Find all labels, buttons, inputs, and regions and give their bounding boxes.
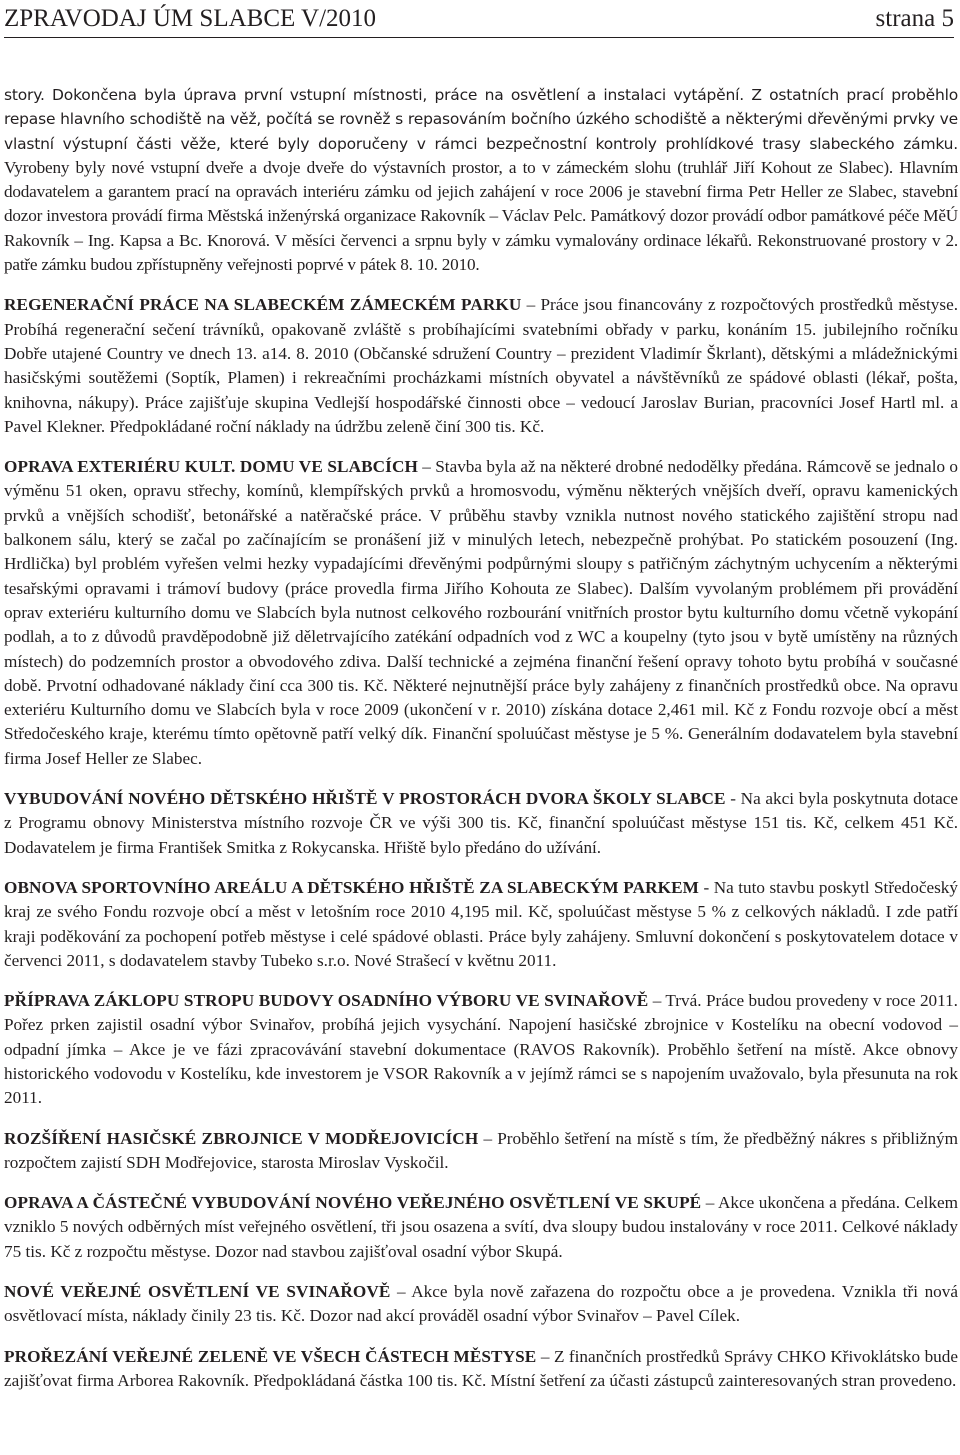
intro-text-serif: Vyrobeny byly nové vstupní dveře a dvoje dveře do výstavních prostor, a to v zámeckém slohu (truhlář Jiří Kohout ze Slabec). Hlavním dodavatelem a garantem prací na opravách interiéru zámku od jejich zahájení v roce 2006 je stavební firma Petr Heller ze Slabec, stavební dozor investora provádí firma Městská inženýrská organizace Rakovník – Václav Pelc. Památkový dozor provádí odbor památkové péče MěÚ Rakovník – Ing. Kapsa a Bc. Knorová. V měsíci červenci a srpnu byly v zámku vymalovány ordinace lékařů. Rekonstruované prostory v 2. patře zámku budou zpřístupněny veřejnosti poprvé v pátek 8. 10. 2010.	[4, 157, 958, 275]
section-culture-house	[4, 455, 958, 771]
section-skupa-lighting	[4, 1191, 958, 1264]
section-park-regeneration	[4, 293, 958, 439]
section-heading: OPRAVA EXTERIÉRU KULT. DOMU VE SLABCÍCH	[4, 457, 418, 477]
section-heading: NOVÉ VEŘEJNÉ OSVĚTLENÍ VE SVINAŘOVĚ	[4, 1282, 391, 1302]
section-heading: OBNOVA SPORTOVNÍHO AREÁLU A DĚTSKÉHO HŘIŠTĚ ZA SLABECKÝM PARKEM	[4, 877, 699, 897]
section-body: – Proběhlo šetření na místě s tím, že předběžný nákres s přibližným rozpočtem zajistí SDH Modřejovice, starosta Miroslav Vyskočil.	[4, 1128, 958, 1172]
section-svinarov-lighting	[4, 1280, 958, 1329]
section-body: – Stavba byla až na některé drobné nedodělky předána. Rámcově se jednalo o výměnu 51 oken, opravu střechy, komínů, klempířských prvků a hromosvodu, výměnu některých vnějších dveří, opravu kamenických prvků a vnějších schodišť, betonářské a natěračské práce. V průběhu stavby vznikla nutnost nového statického zajištění stropu nad balkonem sálu, který se začal po začínajícím se pronášení již v minulých letech, nebezpečně prohýbat. Po statickém posouzení (Ing. Hrdlička) byl problém vyřešen velmi hezky vypadajícími dřevěnými podpůrnými sloupy s patřičným záchytným uchycením a některými tesařskými opravami i trámoví budovy (práce provedla firma Jiřího Kohouta ze Slabec). Dalším vyvolaným problémem při provádění oprav exteriéru kulturního domu ve Slabcích byla nutnost celkového rozbourání vnitřních prostor bytu kulturního domu včetně vykopání podlah, a to z důvodů pravděpodobně již děletrvajícího zatékání odpadních vod z WC a koupelny (tyto jsou v bytě umístěny na různých místech) do podzemních prostor a obvodového zdiva. Další technické a zejména finanční řešení opravy tohoto bytu probíhá v současné době. Prvotní odhadované náklady činí cca 300 tis. Kč. Některé nejnutnější práce byly zahájeny z finančních prostředků obce. Na opravu exteriéru Kulturního domu ve Slabcích byla v roce 2009 (ukončení v r. 2010) získána dotace 2,461 mil. Kč z Fondu rozvoje obcí a měst Středočeského kraje, kterému tímto opětovně patří velký dík. Finanční spoluúčast městyse je 5 %. Generálním dodavatelem byla stavební firma Josef Heller ze Slabec.	[4, 457, 959, 768]
section-body: - Na akci byla poskytnuta dotace z Programu obnovy Ministerstva místního rozvoje ČR ve výši 300 tis. Kč, finanční spoluúčast městyse 151 tis. Kč, celkem 451 Kč. Dodavatelem je firma František Smitka z Rokycanska. Hřiště bylo předáno do užívání.	[4, 789, 958, 857]
section-body: – Práce jsou financovány z rozpočtových prostředků městyse. Probíhá regenerační sečení trávníků, opakovaně zvláště s probíhajícími svatebními obřady v parku, konáním 15. jubilejního ročníku Dobře utajené Country ve dnech 13. a14. 8. 2010 (Občanské sdružení Country – prezident Vladimír Škrlant), dětskými a mládežnickými hasičskými soutěžemi (Soptík, Plamen) i rekreačními procházkami místních obyvatel a návštěvníků ze spádové oblasti (lékař, pošta, knihovna, nákupy). Práce zajišťuje skupina Vedlejší hospodářské činnosti obce – vedoucí Jaroslav Burian, pracovníci Josef Hartl ml. a Pavel Klekner. Předpokládané roční náklady na údržbu zeleně činí 300 tis. Kč.	[4, 295, 959, 436]
section-body: – Akce byla nově zařazena do rozpočtu obce a je provedena. Vznikla tři nová osvětlovací místa, náklady činily 23 tis. Kč. Dozor nad akcí prováděl osadní výbor Svinařov – Pavel Cílek.	[4, 1282, 958, 1326]
section-heading: ROZŠÍŘENÍ HASIČSKÉ ZBROJNICE V MODŘEJOVICÍCH	[4, 1128, 479, 1148]
section-heading: VYBUDOVÁNÍ NOVÉHO DĚTSKÉHO HŘIŠTĚ V PROSTORÁCH DVORA ŠKOLY SLABCE	[4, 789, 726, 809]
page-header	[4, 0, 954, 38]
section-body: – Akce ukončena a předána. Celkem vzniklo 5 nových odběrných míst veřejného osvětlení, tři jsou osazena a svítí, dva sloupy budou instalovány v roce 2011. Celkové náklady 75 tis. Kč z rozpočtu městyse. Dozor nad stavbou zajišťoval osadní výbor Skupá.	[4, 1193, 958, 1261]
page-number: strana 5	[875, 5, 954, 32]
intro-paragraph	[4, 83, 958, 277]
newsletter-title: ZPRAVODAJ ÚM SLABCE V/2010	[4, 5, 377, 32]
section-school-playground	[4, 787, 958, 860]
section-heading: PROŘEZÁNÍ VEŘEJNÉ ZELENĚ VE VŠECH ČÁSTECH MĚSTYSE	[4, 1346, 537, 1366]
section-body: – Trvá. Práce budou provedeny v roce 2011. Pořez prken zajistil osadní výbor Svinařov, probíhá jejich vysychání. Napojení hasičské zbrojnice v Kostelíku na obecní vodovod – odpadní jímka – Akce je ve fázi zpracovávání stavební dokumentace (RAVOS Rakovník). Proběhlo šetření na místě. Akce obnovy historického vodovodu v Kostelíku, kde investorem je VSOR Rakovník a v jejímž rámci se s napojením uvažovalo, byla přesunuta na rok 2011.	[4, 991, 958, 1108]
section-greenery-pruning	[4, 1345, 958, 1394]
section-heading: OPRAVA A ČÁSTEČNÉ VYBUDOVÁNÍ NOVÉHO VEŘEJNÉHO OSVĚTLENÍ VE SKUPÉ	[4, 1193, 702, 1213]
section-heading: PŘÍPRAVA ZÁKLOPU STROPU BUDOVY OSADNÍHO VÝBORU VE SVINAŘOVĚ	[4, 991, 649, 1011]
intro-text-sans: story. Dokončena byla úprava první vstupní místnosti, práce na osvětlení a instalaci vytápění. Z ostatních prací proběhlo repase hlavního schodiště na věž, počítá se rovněž s repasováním bočního úzkého schodiště a některými dřevěnými prvky ve vlastní výstupní části věže, které byly doporučeny v rámci bezpečnostní kontroly prohlídkové trasy slabeckého zámku.	[4, 86, 958, 153]
section-sports-area	[4, 876, 958, 973]
section-heading: REGENERAČNÍ PRÁCE NA SLABECKÉM ZÁMECKÉM PARKU	[4, 295, 522, 315]
section-body: – Z finančních prostředků Správy CHKO Křivoklátsko bude zajišťovat firma Arborea Rakovník. Předpokládaná částka 100 tis. Kč. Místní šetření za účasti zástupců zainteresovaných stran provedeno.	[4, 1346, 959, 1390]
article-body	[4, 83, 958, 1409]
section-fire-station	[4, 1127, 958, 1176]
section-body: - Na tuto stavbu poskytl Středočeský kraj ze svého Fondu rozvoje obcí a měst v letošním roce 2010 4,195 mil. Kč, spoluúčast městyse 5 % z celkových nákladů. I zde patří kraji poděkování za pochopení potřeb městyse i celé spádové oblasti. Práce byly zahájeny. Smluvní dokončení s poskytovatelem dotace v červenci 2011, s dodavatelem stavby Tubeko s.r.o. Nové Strašecí v květnu 2011.	[4, 877, 958, 970]
section-svinarov-ceiling	[4, 989, 958, 1110]
